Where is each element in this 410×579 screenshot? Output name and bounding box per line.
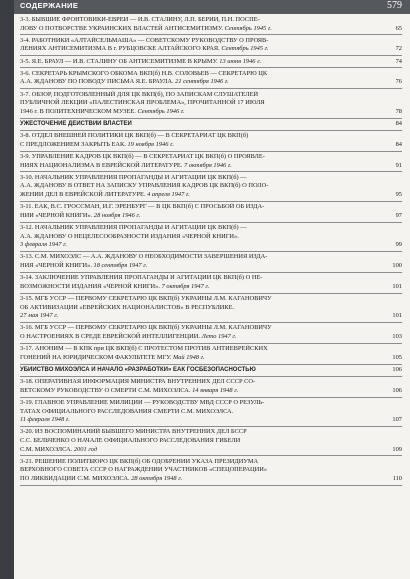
toc-divider [20, 55, 402, 56]
toc-entry-date: 27 мая 1947 г. [20, 312, 59, 320]
toc-entry-date: 11 февраля 1948 г. [20, 416, 70, 424]
toc-entry-text [20, 458, 378, 484]
toc-divider [20, 88, 402, 89]
toc-entry-line [20, 78, 378, 87]
toc-entry-date: 14 января 1948 г. [192, 386, 239, 394]
toc-entry-text [20, 153, 378, 170]
toc-page-number: 74 [395, 57, 402, 65]
toc-entry-text [20, 274, 378, 291]
toc-divider [20, 67, 402, 68]
toc-page-number: 100 [392, 262, 402, 269]
toc-entry-line [20, 99, 378, 108]
toc-divider [20, 171, 402, 172]
toc-entry-line-text: 1946 г. В ПОЛИТЕХНИЧЕСКОМ МУЗЕЕ. [20, 107, 138, 115]
toc-entry-line [20, 324, 378, 333]
toc-entry-date: 28 октября 1948 г. [131, 474, 183, 482]
toc-entry-line [20, 274, 378, 283]
toc-entry-line [20, 399, 378, 408]
toc-entry-line [20, 366, 378, 375]
toc-entry-line [20, 91, 378, 100]
toc-entry-line [20, 466, 378, 475]
toc-entry-line [20, 203, 378, 212]
toc-entry-line-text: А.А. ЖДАНОВУ В ОТВЕТ НА ЗАПИСКУ УПРАВЛЕНИЯ КАДРОВ ЦК ВКП(б) О ПОЛО- [20, 182, 269, 190]
document-page [14, 0, 410, 579]
toc-divider [20, 322, 402, 323]
toc-page-number: 106 [392, 386, 402, 394]
toc-entry-text [20, 16, 378, 33]
toc-entry-line-text: 3-11. ЕАК, В.С. ГРОССМАН, И.Г. ЭРЕНБУРГ — В ЦК ВКП(б) С ПРОСЬБОЙ ОБ ИЗДА- [20, 203, 265, 211]
toc-page-number: 110 [392, 475, 402, 482]
toc-entry-text [20, 366, 378, 375]
toc-entry-line [20, 182, 378, 191]
toc-entry-line-text: А.А. ЖДАНОВУ О НЕЦЕЛЕСООБРАЗНОСТИ ИЗДАНИЯ «ЧЕРНОЙ КНИГИ». [20, 232, 239, 240]
toc-entry-text [20, 91, 378, 117]
toc-page-number: 76 [395, 78, 402, 86]
toc-entry-text [20, 132, 378, 149]
toc-entry-line-text: 3-7. ОБЗОР, ПОДГОТОВЛЕННЫЙ ДЛЯ ЦК ВКП(б), ПО ЗАПИСКАМ СЛУШАТЕЛЕЙ [20, 90, 259, 98]
toc-entry-line [20, 141, 378, 150]
toc-entry-line-text: УБИЙСТВО МИХОЭЛСА И НАЧАЛО «РАЗРАБОТКИ» ЕАК ГОСБЕЗОПАСНОСТЬЮ [20, 367, 256, 373]
toc-entry-line-text: ТАТАХ ОФИЦИАЛЬНОГО РАССЛЕДОВАНИЯ СМЕРТИ С.М. МИХОЭЛСА. [20, 407, 234, 415]
toc-entry-line-text: ЖЕНИИ ДЕЛ В ЕВРЕЙСКОЙ ЛИТЕРАТУРЕ. [20, 190, 148, 198]
toc-entry-date: Лето 1947 г. [201, 332, 237, 340]
toc-entry-line [20, 224, 378, 233]
toc-entry-line [20, 58, 378, 67]
toc-entry-line [20, 295, 378, 304]
toc-page-number: 95 [395, 191, 402, 198]
toc-entry-line-text: ГОНЕНИЙ НА ЮРИДИЧЕСКОМ ФАКУЛЬТЕТЕ МГУ. [20, 353, 173, 361]
toc-entry-line [20, 162, 378, 171]
toc-entry-text [20, 253, 378, 270]
toc-entry-line [20, 233, 378, 242]
toc-divider [20, 272, 402, 273]
toc-entry-text [20, 224, 378, 250]
toc-entry-date: 4 апреля 1947 г. [147, 190, 190, 198]
toc-divider [20, 293, 402, 294]
toc-entry-line-text: 3-6. СЕКРЕТАРЬ КРЫМСКОГО ОБКОМА ВКП(б) Н.В. СОЛОВЬЕВ — СЕКРЕТАРЮ ЦК [20, 69, 268, 77]
toc-entry-line-text: 3-17. АНОНИМ — В КПК при ЦК ВКП(б) С ПРОТЕСТОМ ПРОТИВ АНТИЕВРЕЙСКИХ [20, 345, 268, 353]
toc-page-number: 101 [392, 312, 402, 320]
toc-divider [20, 397, 402, 398]
toc-entry-line [20, 408, 378, 417]
toc-entry-text [20, 120, 378, 129]
toc-entry-line [20, 304, 378, 313]
toc-entry-line-text: 3-9. УПРАВЛЕНИЕ КАДРОВ ЦК ВКП(б) — В СЕКРЕТАРИАТ ЦК ВКП(б) О ПРОЯВЛЕ- [20, 153, 265, 160]
toc-divider [20, 130, 402, 131]
toc-entry-line-text: С.М. МИХОЭЛСА. [20, 445, 74, 453]
toc-page-number: 97 [395, 211, 402, 219]
toc-entry-text [20, 70, 378, 87]
toc-entry-text [20, 203, 378, 220]
toc-entry-line [20, 120, 378, 129]
toc-entry-line-text: УЖЕСТОЧЕНИЕ ДЕЙСТВИЙ ВЛАСТЕЙ [20, 121, 132, 127]
toc-entry-line-text: НИЯ «ЧЕРНОЙ КНИГИ». [20, 261, 94, 269]
toc-entry-date: Сентябрь 1946 г. [137, 107, 185, 115]
header-title: СОДЕРЖАНИЕ [20, 1, 79, 10]
toc-page-number: 72 [395, 45, 402, 53]
toc-entry-line [20, 387, 378, 396]
toc-entry-line [20, 446, 378, 455]
toc-entry-text [20, 295, 378, 321]
toc-divider [20, 151, 402, 152]
toc-entry-line-text: НИЯХ НАЦИОНАЛИЗМА В ЕВРЕЙСКОЙ ЛИТЕРАТУРЕ. [20, 161, 184, 169]
toc-entry-date: 18 сентября 1947 г. [93, 261, 148, 269]
toc-entry-line-text: ПУБЛИЧНОЙ ЛЕКЦИИ «ПАЛЕСТИНСКАЯ ПРОБЛЕМА», ПРОЧИТАННОЙ 17 ИЮЛЯ [20, 99, 265, 107]
toc-entry-date: 7 октября 1946 г. [183, 161, 232, 169]
toc-entry-line [20, 458, 378, 467]
toc-entry-line [20, 333, 378, 342]
toc-entry-line-text: ЛЕНИЯХ АНТИСЕМИТИЗМА В г. РУБЦОВСКЕ АЛТАЙСКОГО КРАЯ. [20, 45, 222, 53]
toc-divider [20, 251, 402, 252]
toc-entry-text [20, 324, 378, 341]
toc-entry-line [20, 378, 378, 387]
toc-entry-date: 28 ноября 1946 г. [93, 211, 141, 219]
toc-entry-line-text: 3-15. МГБ УССР — ПЕРВОМУ СЕКРЕТАРЮ ЦК ВКП(б) УКРАИНЫ Л.М. КАГАНОВИЧУ [20, 295, 272, 302]
toc-entry-line-text: С ПРЕДЛОЖЕНИЕМ ЗАКРЫТЬ ЕАК. [20, 140, 128, 148]
toc-divider [20, 364, 402, 365]
toc-entry-line-text: 3-21. РЕШЕНИЕ ПОЛИТБЮРО ЦК ВКП(б) ОБ ОДОБРЕНИИ УКАЗА ПРЕЗИДИУМА [20, 457, 259, 465]
toc-page-number: 103 [392, 333, 402, 340]
toc-entry-date: 7 октября 1947 г. [161, 282, 210, 290]
toc-divider [20, 343, 402, 344]
toc-entry-line-text: С.С. БЕЛЬЧЕНКО О НАЧАЛЕ ОФИЦИАЛЬНОГО РАССЛЕДОВАНИЯ ГИБЕЛИ [20, 436, 241, 444]
toc-entry-date: Сентябрь 1945 г. [221, 45, 269, 53]
toc-divider [20, 376, 402, 377]
toc-entry-line-text: НИИ «ЧЕРНОЙ КНИГИ». [20, 211, 94, 219]
toc-entry-line-text: 3-12. НАЧАЛЬНИК УПРАВЛЕНИЯ ПРОПАГАНДЫ И АГИТАЦИИ ЦК ВКП(б) — [20, 224, 247, 231]
toc-entry-date: Май 1948 г. [172, 353, 205, 361]
toc-entry-text [20, 58, 378, 67]
toc-page-number: 78 [395, 107, 402, 115]
toc-entry-line-text: 3-13. С.М. МИХОЭЛС — А.А. ЖДАНОВУ О НЕОБХОДИМОСТИ ЗАВЕРШЕНИЯ ИЗДА- [20, 253, 268, 261]
toc-entry-line-text: А.А. ЖДАНОВУ ПО ПОВОДУ ПИСЬМА Я.Е. БРАУЛА. [20, 78, 176, 86]
toc-entry-line [20, 262, 378, 271]
toc-entry-line [20, 312, 378, 321]
toc-entry-line-text: О НАСТРОЕНИЯХ В СРЕДЕ ЕВРЕЙСКОЙ ИНТЕЛЛИГЕНЦИИ. [20, 332, 202, 340]
toc-entry-text [20, 37, 378, 54]
toc-page-number: 106 [392, 366, 402, 373]
toc-entry-line [20, 132, 378, 141]
toc-entry-text [20, 378, 378, 395]
toc-page-number: 105 [392, 353, 402, 361]
toc-entry-line [20, 70, 378, 79]
toc-entry-line-text: ПО ЛИКВИДАЦИИ С.М. МИХОЭЛСА. [20, 474, 132, 482]
toc-entry-line [20, 45, 378, 54]
toc-entry-date: 21 сентября 1946 г. [175, 78, 229, 86]
toc-divider [20, 34, 402, 35]
toc-divider [20, 485, 402, 486]
toc-entry-line-text: 3-19. ГЛАВНОЕ УПРАВЛЕНИЕ МИЛИЦИИ — РУКОВОДСТВУ МВД СССР О РЕЗУЛЬ- [20, 399, 265, 406]
toc-entry-line [20, 25, 378, 34]
toc-entry-line [20, 108, 378, 117]
toc-page-number: 99 [395, 241, 402, 249]
toc-divider [20, 118, 402, 119]
toc-entry-date: 13 июня 1946 г. [219, 57, 262, 65]
toc-entry-date: 19 ноября 1946 г. [127, 140, 175, 148]
toc-entry-text [20, 174, 378, 200]
toc-entry-line-text: ВЕРХОВНОГО СОВЕТА СССР О НАГРАЖДЕНИИ УЧАСТНИКОВ «СПЕЦОПЕРАЦИИ» [20, 466, 268, 474]
toc-entry-line-text: 3-3. БЫВШИЕ ФРОНТОВИКИ-ЕВРЕИ — И.В. СТАЛИНУ, Л.П. БЕРИИ, П.Н. ПОСПЕ- [20, 16, 260, 23]
toc-divider [20, 455, 402, 456]
toc-entry-line [20, 416, 378, 425]
toc-entry-line [20, 191, 378, 200]
toc-entry-line-text: 3-18. ОПЕРАТИВНАЯ ИНФОРМАЦИЯ МИНИСТРА ВНУТРЕННИХ ДЕЛ СССР СО- [20, 378, 256, 386]
header-page-number: 579 [387, 0, 402, 11]
toc-entry-date: 2001 год [73, 445, 98, 453]
toc-page-number: 65 [395, 24, 402, 32]
toc-entry-line [20, 345, 378, 354]
toc-entry-text [20, 399, 378, 425]
toc-entry-line-text: 3-14. ЗАКЛЮЧЕНИЕ УПРАВЛЕНИЯ ПРОПАГАНДЫ И АГИТАЦИИ ЦК ВКП(б) О НЕ- [20, 274, 263, 282]
toc-entry-line [20, 153, 378, 162]
toc-entry-line-text: 3-16. МГБ УССР — ПЕРВОМУ СЕКРЕТАРЮ ЦК ВКП(б) УКРАИНЫ Л.М. КАГАНОВИЧУ [20, 324, 272, 332]
toc-entry-line [20, 475, 378, 484]
toc-entry-line [20, 283, 378, 292]
toc-entry-line [20, 428, 378, 437]
toc-entry-line-text: ОБ АКТИВИЗАЦИИ «ЕВРЕЙСКИХ НАЦИОНАЛИСТОВ» В РЕСПУБЛИКЕ. [20, 303, 235, 311]
toc-entry-line [20, 354, 378, 363]
toc-entry-line-text: 3-8. ОТДЕЛ ВНЕШНЕЙ ПОЛИТИКИ ЦК ВКП(б) — В СЕКРЕТАРИАТ ЦК ВКП(б) [20, 132, 249, 140]
toc-entry-line-text: ЛОВУ О ПОТВОРСТВЕ УКРАИНСКИХ ВЛАСТЕЙ АНТИСЕМИТИЗМУ. [20, 24, 225, 32]
toc-entry-line [20, 241, 378, 250]
toc-page-number: 91 [395, 161, 402, 169]
toc-entry-line-text: 3-4. РАБОТНИКИ «АЛТАЙСЕЛЬМАША» — СОВЕТСКОМУ РУКОВОДСТВУ О ПРОЯВ- [20, 36, 269, 44]
toc-entry-line-text: ВОЗМОЖНОСТИ ИЗДАНИЯ «ЧЕРНОЙ КНИГИ». [20, 282, 162, 290]
toc-entry-line-text: ВЕТСКОМУ РУКОВОДСТВУ О СМЕРТИ С.М. МИХОЭЛСА. [20, 386, 193, 394]
toc-entry-line-text: 3-10. НАЧАЛЬНИК УПРАВЛЕНИЯ ПРОПАГАНДЫ И АГИТАЦИИ ЦК ВКП(б) — [20, 173, 247, 181]
toc-entry-date: 3 февраля 1947 г. [20, 241, 68, 249]
toc-entry-line [20, 16, 378, 25]
toc-divider [20, 222, 402, 223]
toc-entry-line [20, 437, 378, 446]
toc-entry-text [20, 428, 378, 454]
toc-page-number: 84 [395, 140, 402, 148]
toc-entry-line [20, 253, 378, 262]
toc-entry-line-text: 3-20. ИЗ ВОСПОМИНАНИЙ БЫВШЕГО МИНИСТРА ВНУТРЕННИХ ДЕЛ БССР [20, 428, 247, 436]
toc-page-number: 107 [392, 416, 402, 424]
toc-divider [20, 426, 402, 427]
toc-entry-line [20, 212, 378, 221]
toc-entry-line-text: 3-5. Я.Е. БРАУЛ — И.В. СТАЛИНУ ОБ АНТИСЕМИТИЗМЕ В КРЫМУ. [20, 57, 220, 65]
toc-page-number: 109 [392, 445, 402, 453]
toc-page-number: 101 [392, 282, 402, 290]
toc-entry-date: Сентябрь 1945 г. [224, 24, 272, 32]
running-header [14, 0, 410, 14]
toc-entry-line [20, 174, 378, 183]
toc-entry-text [20, 345, 378, 362]
toc-divider [20, 201, 402, 202]
toc-page-number: 84 [395, 120, 402, 127]
